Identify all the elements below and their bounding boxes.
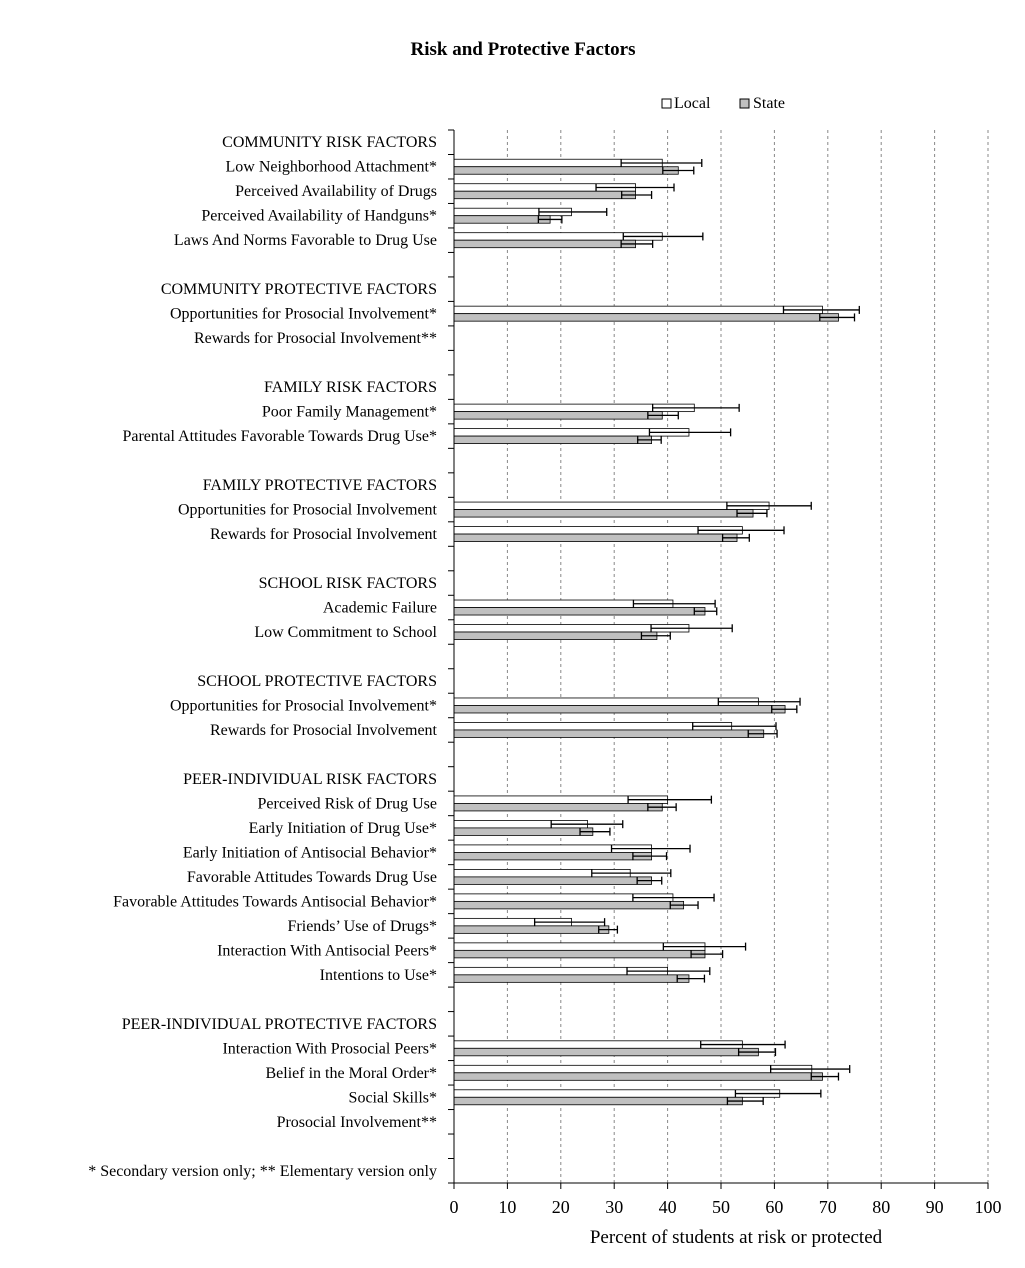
category-label: Low Commitment to School (254, 624, 437, 642)
category-label: Favorable Attitudes Towards Drug Use (186, 868, 437, 886)
bar-state (454, 852, 652, 860)
legend-label-local: Local (674, 95, 711, 112)
x-tick-label: 10 (498, 1197, 517, 1217)
section-header: PEER-INDIVIDUAL PROTECTIVE FACTORS (121, 1015, 437, 1033)
section-header: SCHOOL RISK FACTORS (258, 575, 437, 593)
x-tick-label: 30 (605, 1197, 624, 1217)
bar-state (454, 632, 657, 640)
section-header: PEER-INDIVIDUAL RISK FACTORS (183, 770, 437, 788)
bar-state (454, 877, 652, 885)
category-label: Favorable Attitudes Towards Antisocial Behavior* (113, 893, 437, 911)
section-header: COMMUNITY RISK FACTORS (222, 134, 437, 152)
category-label: Opportunities for Prosocial Involvement* (169, 305, 437, 323)
bar-state (454, 314, 838, 322)
section-header: FAMILY RISK FACTORS (264, 379, 437, 397)
section-header: COMMUNITY PROTECTIVE FACTORS (160, 281, 437, 299)
category-label: Rewards for Prosocial Involvement** (193, 330, 437, 348)
bars (454, 159, 838, 1105)
category-label: Laws And Norms Favorable to Drug Use (173, 232, 437, 250)
category-label: Opportunities for Prosocial Involvement (177, 501, 437, 519)
gridlines (507, 130, 988, 1183)
bar-state (454, 1073, 822, 1081)
bar-state (454, 534, 737, 542)
x-axis-label: Percent of students at risk or protected (589, 1227, 883, 1248)
bar-local (454, 722, 732, 730)
category-label: Friends’ Use of Drugs* (287, 917, 437, 935)
category-label: Academic Failure (322, 599, 437, 617)
category-label: Intentions to Use* (319, 966, 437, 984)
bar-local (454, 698, 758, 706)
bar-state (454, 216, 550, 224)
x-tick-label: 60 (765, 1197, 784, 1217)
bar-state (454, 412, 662, 420)
category-label: Early Initiation of Antisocial Behavior* (182, 844, 437, 862)
category-label: Low Neighborhood Attachment* (225, 158, 437, 176)
legend (662, 95, 785, 112)
x-tick-label: 100 (974, 1197, 1002, 1217)
footnote: * Secondary version only; ** Elementary version only (88, 1162, 437, 1180)
bar-local (454, 1065, 812, 1073)
category-label: Social Skills* (348, 1089, 437, 1107)
x-axis-ticks (450, 1183, 1002, 1217)
bar-state (454, 510, 753, 518)
bar-local (454, 306, 822, 314)
x-tick-label: 90 (925, 1197, 944, 1217)
x-tick-label: 40 (658, 1197, 677, 1217)
bar-state (454, 240, 636, 248)
bar-state (454, 1048, 758, 1056)
x-tick-label: 50 (712, 1197, 730, 1217)
bar-state (454, 608, 705, 616)
x-tick-label: 70 (818, 1197, 837, 1217)
category-label: Perceived Risk of Drug Use (257, 795, 437, 813)
bar-state (454, 436, 652, 444)
bar-state (454, 950, 705, 958)
bar-state (454, 901, 684, 909)
category-label: Interaction With Antisocial Peers* (217, 942, 437, 960)
category-label: Opportunities for Prosocial Involvement* (169, 697, 437, 715)
category-label: Early Initiation of Drug Use* (248, 819, 437, 837)
x-tick-label: 80 (872, 1197, 891, 1217)
bar-state (454, 828, 593, 836)
category-label: Poor Family Management* (261, 403, 437, 421)
bar-state (454, 191, 636, 199)
category-label: Perceived Availability of Drugs (235, 183, 437, 201)
chart-title: Risk and Protective Factors (410, 39, 636, 60)
category-label: Interaction With Prosocial Peers* (222, 1040, 437, 1058)
category-label: Prosocial Involvement** (276, 1113, 437, 1131)
legend-swatch-state (740, 99, 749, 108)
category-label: Belief in the Moral Order* (265, 1064, 437, 1082)
category-label: Rewards for Prosocial Involvement (209, 526, 437, 544)
legend-label-state: State (753, 95, 785, 112)
bar-state (454, 167, 678, 175)
bar-state (454, 803, 662, 811)
category-label: Perceived Availability of Handguns* (201, 207, 437, 225)
bar-state (454, 1097, 742, 1105)
bar-state (454, 705, 785, 713)
section-header: FAMILY PROTECTIVE FACTORS (202, 477, 437, 495)
category-label: Parental Attitudes Favorable Towards Drug Use* (122, 428, 437, 446)
x-tick-label: 0 (449, 1197, 459, 1217)
section-header: SCHOOL PROTECTIVE FACTORS (197, 672, 437, 690)
category-label: Rewards for Prosocial Involvement (209, 721, 437, 739)
bar-state (454, 926, 609, 934)
bar-local (454, 502, 769, 510)
legend-swatch-local (662, 99, 671, 108)
bar-local (454, 1090, 780, 1098)
bar-local (454, 1041, 742, 1049)
category-rows (88, 130, 454, 1183)
bar-state (454, 975, 689, 983)
bar-state (454, 730, 764, 738)
x-tick-label: 20 (551, 1197, 570, 1217)
